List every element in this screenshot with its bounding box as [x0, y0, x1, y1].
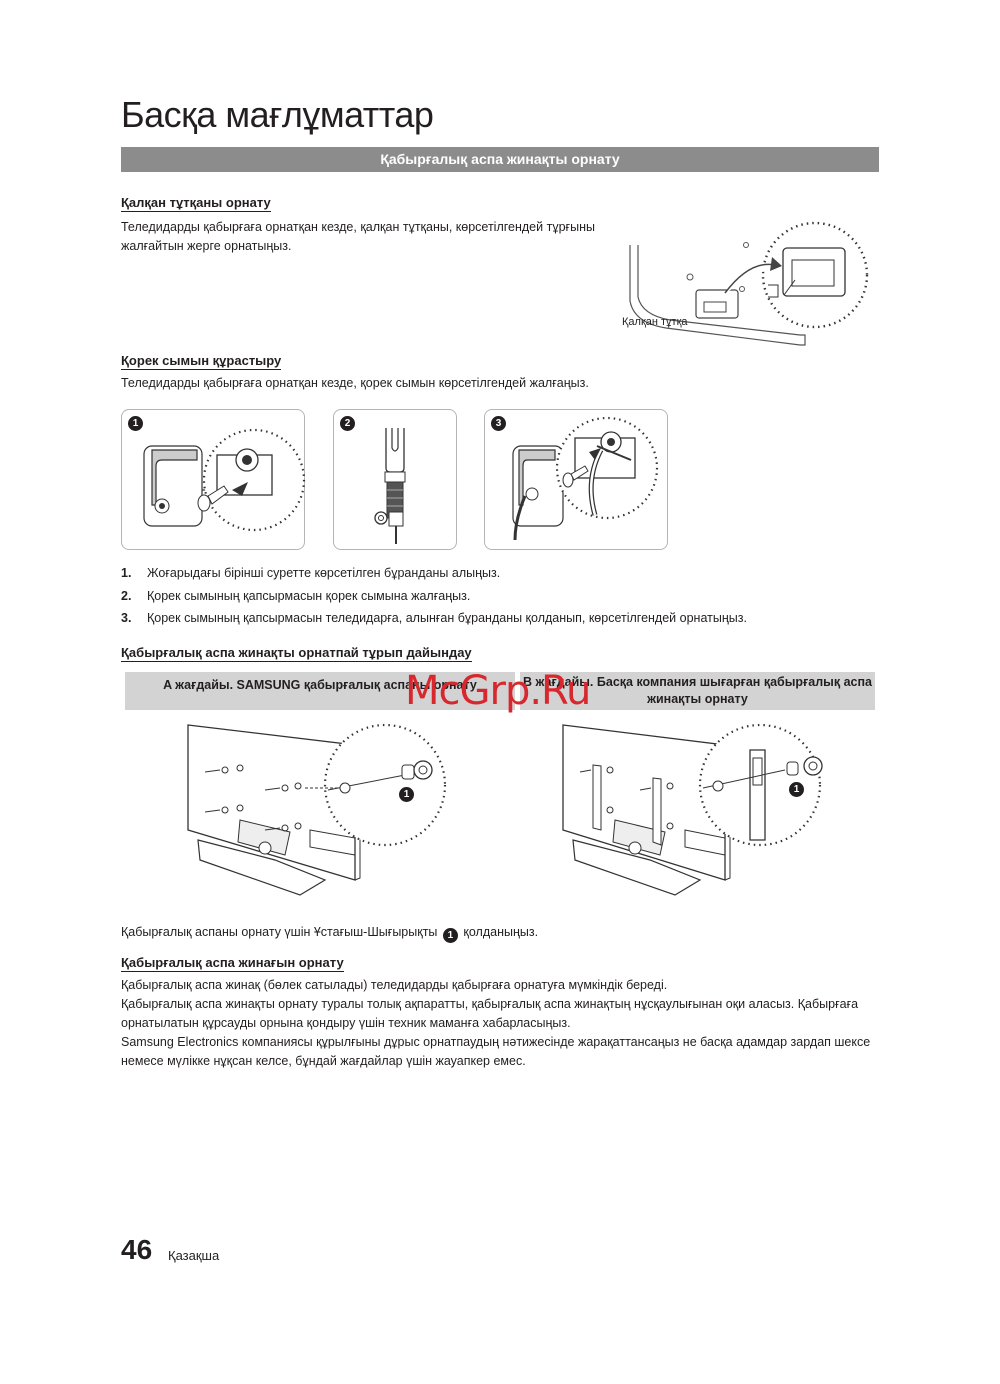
page-number: 46: [121, 1234, 153, 1265]
case-a-part-badge: 1: [399, 787, 414, 802]
page-language: Қазақша: [168, 1248, 220, 1263]
power-cord-text: Теледидарды қабырғаға орнатқан кезде, қорек сымын көрсетілгендей жалғаңыз.: [121, 376, 589, 390]
wall-mount-para3-line2: немесе мүлікке нұқсан келсе, бұндай жағдайлар үшін жауапкер емес.: [121, 1054, 526, 1068]
power-cord-step: [121, 611, 747, 625]
step-number: 1.: [121, 566, 132, 580]
case-b-header-line2: жинақты орнату: [647, 692, 748, 706]
case-b-header-line1: B жағдайы. Басқа компания шығарған қабырғалық аспа: [523, 675, 872, 689]
step-badge: 2: [340, 416, 355, 431]
power-cord-figure-3: [484, 409, 668, 550]
step-text: Жоғарыдағы бірінші суретте көрсетілген бұранданы алыңыз.: [147, 566, 501, 580]
prep-note-badge: 1: [443, 928, 458, 943]
step-number: 3.: [121, 611, 132, 625]
holder-ring-heading: Қалқан тұтқаны орнату: [121, 195, 271, 210]
power-cord-heading: Қорек сымын құрастыру: [121, 353, 282, 368]
screw-removal-illustration: [122, 410, 304, 549]
wall-mount-para3-line1: Samsung Electronics компаниясы құрылғыны дұрыс орнатпаудың нәтижесінде жарақаттансаңыз не басқа адамдар зардап шексе: [121, 1035, 871, 1049]
power-cord-figure-2: [333, 409, 457, 550]
section-title-bar: Қабырғалық аспа жинақты орнату: [121, 147, 879, 172]
case-a-header: A жағдайы. SAMSUNG қабырғалық аспаны орнату: [125, 672, 515, 710]
page-title: Басқа мағлұматтар: [121, 94, 434, 135]
prep-note-before: Қабырғалық аспаны орнату үшін Ұстағыш-Шығырықты: [121, 925, 438, 939]
step-number: 2.: [121, 589, 132, 603]
holder-ring-figure-label: Қалқан тұтқа: [622, 316, 688, 328]
prep-note: [121, 923, 538, 943]
step-text: Қорек сымының қапсырмасын қорек сымына жалғаңыз.: [147, 589, 471, 603]
watermark: McGrp.Ru: [405, 668, 591, 714]
wall-mount-para2-line1: Қабырғалық аспа жинақты орнату туралы толық ақпаратты, қабырғалық аспа жинақтың нұсқаулығынан оқи аласыз. Қабырғаға: [121, 997, 859, 1011]
step-text: Қорек сымының қапсырмасын теледидарға, алынған бұранданы қолданып, көрсетілгендей орнатыңыз.: [147, 611, 747, 625]
wall-mount-text: [121, 976, 870, 1071]
case-b-tv-illustration: [555, 720, 835, 900]
wall-mount-para2-line2: орнатылатын құрсауды орнына қондыру үшін техник маманға хабарласыңыз.: [121, 1016, 571, 1030]
step-badge: 1: [128, 416, 143, 431]
case-a-tv-illustration: [180, 720, 460, 900]
wall-mount-heading: Қабырғалық аспа жинағын орнату: [121, 955, 344, 970]
case-b-part-badge: 1: [789, 782, 804, 797]
wall-mount-para1: Қабырғалық аспа жинақ (бөлек сатылады) теледидарды қабырғаға орнатуға мүмкіндік береді.: [121, 978, 668, 992]
holder-ring-text: [121, 218, 595, 256]
clip-attach-illustration: [485, 410, 667, 549]
power-cord-step: [121, 566, 500, 580]
holder-ring-text-line1: Теледидарды қабырғаға орнатқан кезде, қалқан тұтқаны, көрсетілгендей тұрғыны: [121, 220, 595, 234]
prep-heading: Қабырғалық аспа жинақты орнатпай тұрып дайындау: [121, 645, 472, 660]
cord-clip-illustration: [334, 410, 456, 549]
power-cord-figure-1: [121, 409, 305, 550]
prep-note-after: қолданыңыз.: [463, 925, 539, 939]
step-badge: 3: [491, 416, 506, 431]
power-cord-step: [121, 589, 470, 603]
holder-ring-text-line2: жалғайтын жерге орнатыңыз.: [121, 239, 292, 253]
holder-ring-figure: [600, 205, 885, 355]
